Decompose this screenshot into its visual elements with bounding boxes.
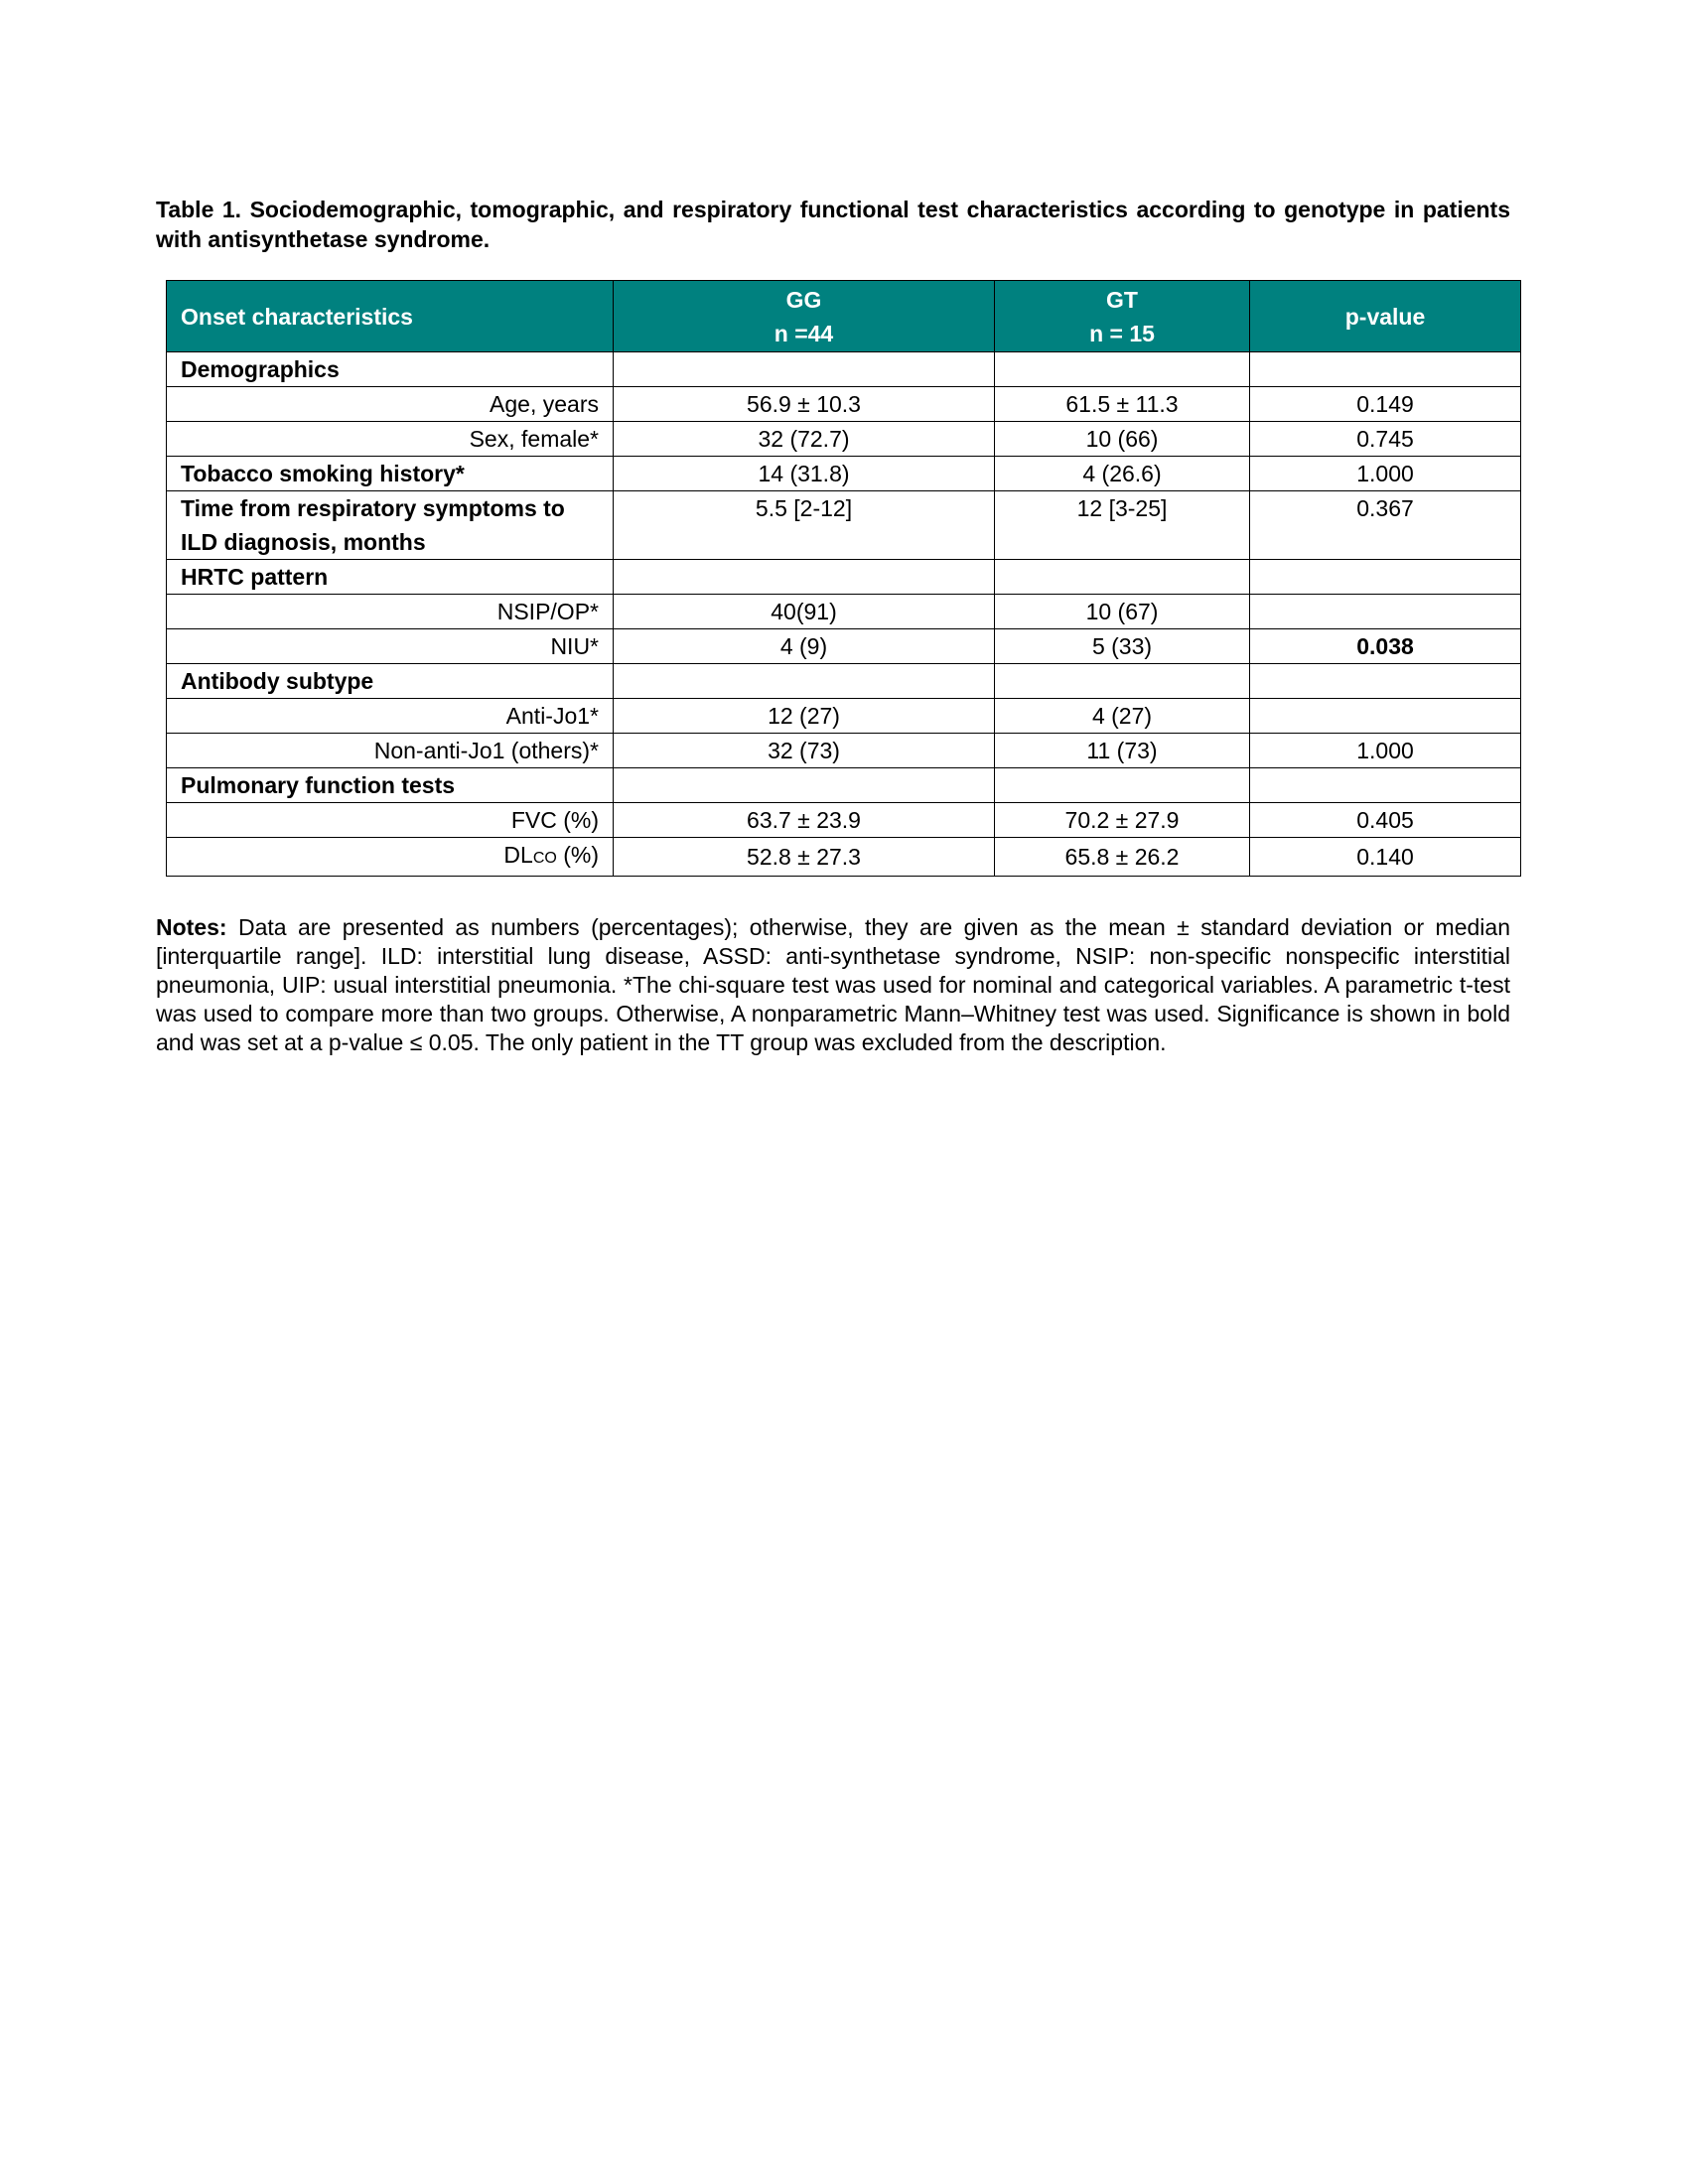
header-onset-characteristics: Onset characteristics xyxy=(167,281,614,352)
table-row xyxy=(167,595,1521,629)
table-row xyxy=(167,387,1521,422)
notes-label: Notes: xyxy=(156,914,227,940)
cell-p-value xyxy=(1250,699,1521,734)
cell-gt: 5 (33) xyxy=(995,629,1250,664)
row-label: FVC (%) xyxy=(167,803,614,838)
cell-p-value xyxy=(1250,664,1521,699)
cell-gt: 4 (27) xyxy=(995,699,1250,734)
table-row xyxy=(167,664,1521,699)
row-label: Demographics xyxy=(167,352,614,387)
cell-gt: 10 (67) xyxy=(995,595,1250,629)
cell-gt: 61.5 ± 11.3 xyxy=(995,387,1250,422)
table-row xyxy=(167,734,1521,768)
cell-gt xyxy=(995,560,1250,595)
row-label: Non-anti-Jo1 (others)* xyxy=(167,734,614,768)
header-p-value: p-value xyxy=(1250,281,1521,352)
notes-text: Data are presented as numbers (percentages); otherwise, they are given as the mean ± standard deviation or median [interquartile range]. ILD: interstitial lung disease, ASSD: anti-synthetase syndrome, NSIP: non-specific nonspecific interstitial pneumonia, UIP: usual interstitial pneumonia. *The chi-square test was used for nominal and categorical variables. A parametric t-test was used to compare more than two groups. Otherwise, A nonparametric Mann–Whitney test was used. Significance is shown in bold and was set at a p-value ≤ 0.05. The only patient in the TT group was excluded from the description. xyxy=(156,914,1510,1055)
row-label: Sex, female* xyxy=(167,422,614,457)
row-label-subscript: CO xyxy=(532,850,557,867)
cell-p-value: 0.140 xyxy=(1250,838,1521,877)
table-row xyxy=(167,457,1521,491)
row-label-tail: (%) xyxy=(556,842,599,868)
cell-gg: 52.8 ± 27.3 xyxy=(614,838,995,877)
cell-p-value: 1.000 xyxy=(1250,734,1521,768)
cell-p-value: 0.405 xyxy=(1250,803,1521,838)
row-label: HRTC pattern xyxy=(167,560,614,595)
cell-p-value xyxy=(1250,595,1521,629)
header-gg-n: n =44 xyxy=(774,320,834,346)
cell-gg xyxy=(614,664,995,699)
cell-p-value xyxy=(1250,352,1521,387)
table-header-row xyxy=(167,281,1521,352)
results-table xyxy=(166,280,1521,877)
cell-p-value: 1.000 xyxy=(1250,457,1521,491)
cell-gg: 32 (73) xyxy=(614,734,995,768)
cell-gt: 12 [3-25] xyxy=(995,491,1250,560)
row-label-main: DL xyxy=(503,842,533,868)
row-label: Age, years xyxy=(167,387,614,422)
header-gt-n: n = 15 xyxy=(1089,320,1155,346)
table-notes xyxy=(156,913,1510,1057)
table-row xyxy=(167,560,1521,595)
header-gt xyxy=(995,281,1250,352)
cell-gg: 14 (31.8) xyxy=(614,457,995,491)
table-row xyxy=(167,838,1521,877)
header-gg-label: GG xyxy=(785,286,822,313)
table-row xyxy=(167,699,1521,734)
cell-p-value: 0.745 xyxy=(1250,422,1521,457)
cell-gg: 4 (9) xyxy=(614,629,995,664)
cell-p-value xyxy=(1250,768,1521,803)
cell-gt: 4 (26.6) xyxy=(995,457,1250,491)
table-row xyxy=(167,352,1521,387)
row-label: Anti-Jo1* xyxy=(167,699,614,734)
cell-gg xyxy=(614,560,995,595)
cell-gg: 63.7 ± 23.9 xyxy=(614,803,995,838)
cell-gt xyxy=(995,768,1250,803)
row-label: NIU* xyxy=(167,629,614,664)
cell-gg: 56.9 ± 10.3 xyxy=(614,387,995,422)
cell-gg: 12 (27) xyxy=(614,699,995,734)
cell-gt: 70.2 ± 27.9 xyxy=(995,803,1250,838)
cell-gg: 5.5 [2-12] xyxy=(614,491,995,560)
cell-gg xyxy=(614,768,995,803)
table-row xyxy=(167,768,1521,803)
row-label: Tobacco smoking history* xyxy=(167,457,614,491)
cell-p-value xyxy=(1250,560,1521,595)
header-gg xyxy=(614,281,995,352)
cell-gt: 65.8 ± 26.2 xyxy=(995,838,1250,877)
cell-gt: 11 (73) xyxy=(995,734,1250,768)
row-label: Pulmonary function tests xyxy=(167,768,614,803)
table-row xyxy=(167,422,1521,457)
table-row xyxy=(167,491,1521,560)
cell-gt xyxy=(995,664,1250,699)
cell-gg xyxy=(614,352,995,387)
cell-gg: 40(91) xyxy=(614,595,995,629)
cell-gt: 10 (66) xyxy=(995,422,1250,457)
header-gt-label: GT xyxy=(1106,286,1138,313)
cell-gg: 32 (72.7) xyxy=(614,422,995,457)
cell-p-value-significant: 0.038 xyxy=(1250,629,1521,664)
cell-gt xyxy=(995,352,1250,387)
cell-p-value: 0.367 xyxy=(1250,491,1521,560)
row-label: Antibody subtype xyxy=(167,664,614,699)
table-row xyxy=(167,803,1521,838)
cell-p-value: 0.149 xyxy=(1250,387,1521,422)
row-label xyxy=(167,838,614,877)
row-label: NSIP/OP* xyxy=(167,595,614,629)
table-row xyxy=(167,629,1521,664)
row-label: Time from respiratory symptoms to ILD diagnosis, months xyxy=(167,491,614,560)
table-caption: Table 1. Sociodemographic, tomographic, and respiratory functional test characteristics according to genotype in patients with antisynthetase syndrome. xyxy=(156,197,1510,252)
